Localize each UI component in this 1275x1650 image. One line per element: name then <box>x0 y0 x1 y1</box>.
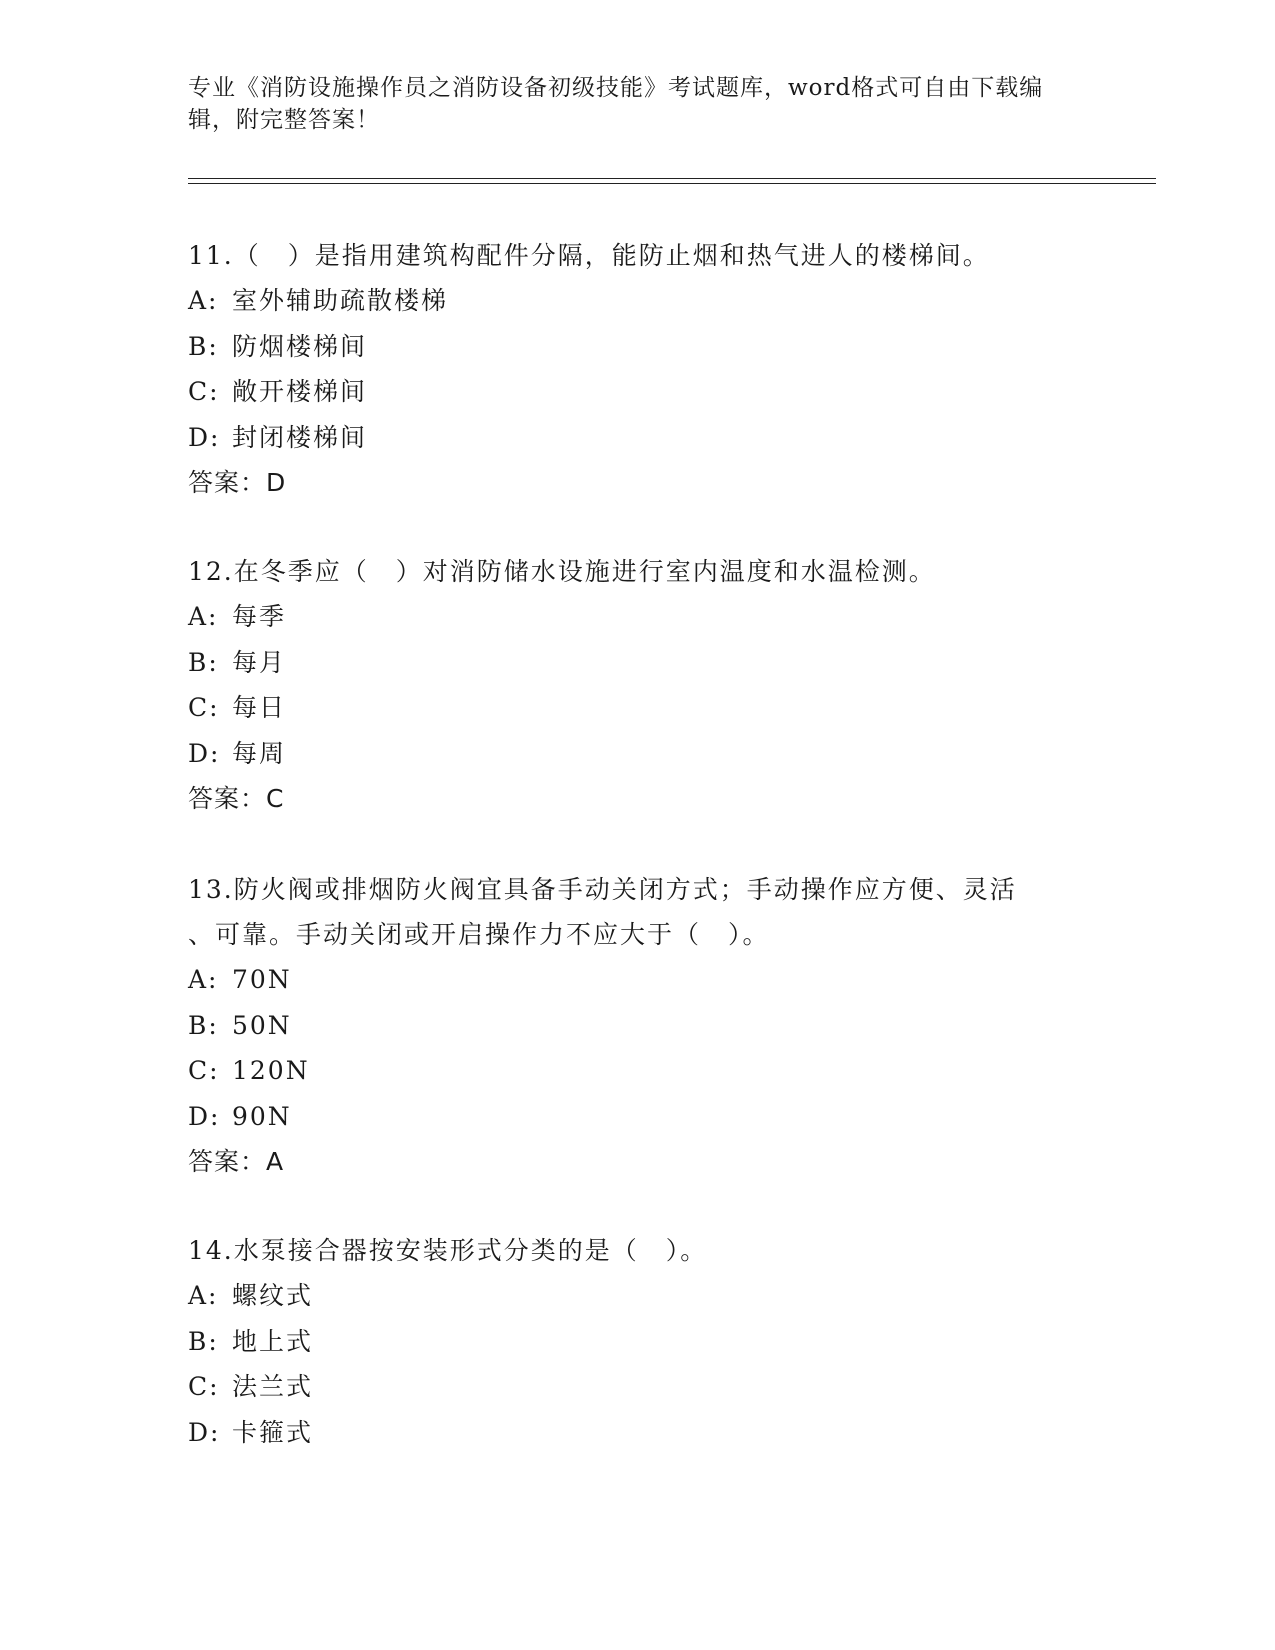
option-key: C: <box>188 377 220 406</box>
option-key: D: <box>188 738 221 768</box>
question-stem-line-2: 、可靠。手动关闭或开启操作力不应大于（ ）。 <box>188 920 770 949</box>
option-key: D: <box>188 1417 221 1447</box>
option-b <box>188 324 1088 370</box>
option-text: 每月 <box>232 647 287 677</box>
question-stem: 14.水泵接合器按安装形式分类的是（ ）。 <box>188 1236 708 1265</box>
option-c <box>188 369 1088 415</box>
option-d <box>188 731 1088 777</box>
option-b <box>188 1319 1088 1365</box>
option-text: 50N <box>232 1010 292 1040</box>
question-14 <box>188 1228 1088 1455</box>
option-a <box>188 1273 1088 1319</box>
header-divider-bottom <box>188 183 1156 184</box>
option-key: B: <box>188 331 219 361</box>
option-text: 防烟楼梯间 <box>232 331 368 361</box>
option-text: 封闭楼梯间 <box>232 422 368 452</box>
option-key: A: <box>188 1281 219 1310</box>
option-text: 每日 <box>232 693 287 722</box>
option-key: A: <box>188 286 219 315</box>
question-12 <box>188 549 1088 821</box>
option-a <box>188 594 1088 640</box>
question-stem: 12.在冬季应（ ）对消防储水设施进行室内温度和水温检测。 <box>188 557 936 586</box>
header-divider-top <box>188 178 1156 179</box>
option-text: 法兰式 <box>232 1372 314 1401</box>
option-b <box>188 640 1088 686</box>
option-key: C: <box>188 1056 220 1085</box>
option-a <box>188 278 1088 324</box>
option-key: A: <box>188 965 219 994</box>
option-key: C: <box>188 693 220 722</box>
option-d <box>188 1094 1088 1140</box>
option-key: B: <box>188 647 219 677</box>
option-text: 每季 <box>232 602 287 631</box>
option-c <box>188 1048 1088 1094</box>
option-text: 地上式 <box>232 1326 314 1356</box>
option-d <box>188 1410 1088 1456</box>
option-text: 70N <box>232 965 292 994</box>
option-text: 敞开楼梯间 <box>232 377 368 406</box>
option-key: C: <box>188 1372 220 1401</box>
option-d <box>188 415 1088 461</box>
option-text: 室外辅助疏散楼梯 <box>232 286 449 315</box>
question-stem: 11.（ ）是指用建筑构配件分隔，能防止烟和热气进人的楼梯间。 <box>188 241 990 270</box>
question-11 <box>188 233 1088 505</box>
option-text: 螺纹式 <box>232 1281 314 1310</box>
header-line-1: 专业《消防设施操作员之消防设备初级技能》考试题库，word格式可自由下载编 <box>188 75 1044 101</box>
option-a <box>188 957 1088 1003</box>
option-key: B: <box>188 1010 219 1040</box>
option-text: 卡箍式 <box>232 1417 314 1447</box>
question-stem-line-1: 13.防火阀或排烟防火阀宜具备手动关闭方式；手动操作应方便、灵活 <box>188 875 1017 904</box>
header-line-2: 辑，附完整答案！ <box>188 107 380 133</box>
option-key: D: <box>188 422 221 452</box>
option-key: B: <box>188 1326 219 1356</box>
question-13 <box>188 867 1088 1184</box>
answer-line: 答案：C <box>188 784 285 813</box>
option-key: D: <box>188 1101 221 1131</box>
option-text: 90N <box>232 1101 292 1131</box>
option-key: A: <box>188 602 219 631</box>
document-header <box>188 72 1068 136</box>
option-text: 120N <box>232 1056 310 1085</box>
option-b <box>188 1003 1088 1049</box>
option-text: 每周 <box>232 738 287 768</box>
option-c <box>188 685 1088 731</box>
answer-line: 答案：D <box>188 468 287 497</box>
answer-line: 答案：A <box>188 1147 285 1176</box>
option-c <box>188 1364 1088 1410</box>
